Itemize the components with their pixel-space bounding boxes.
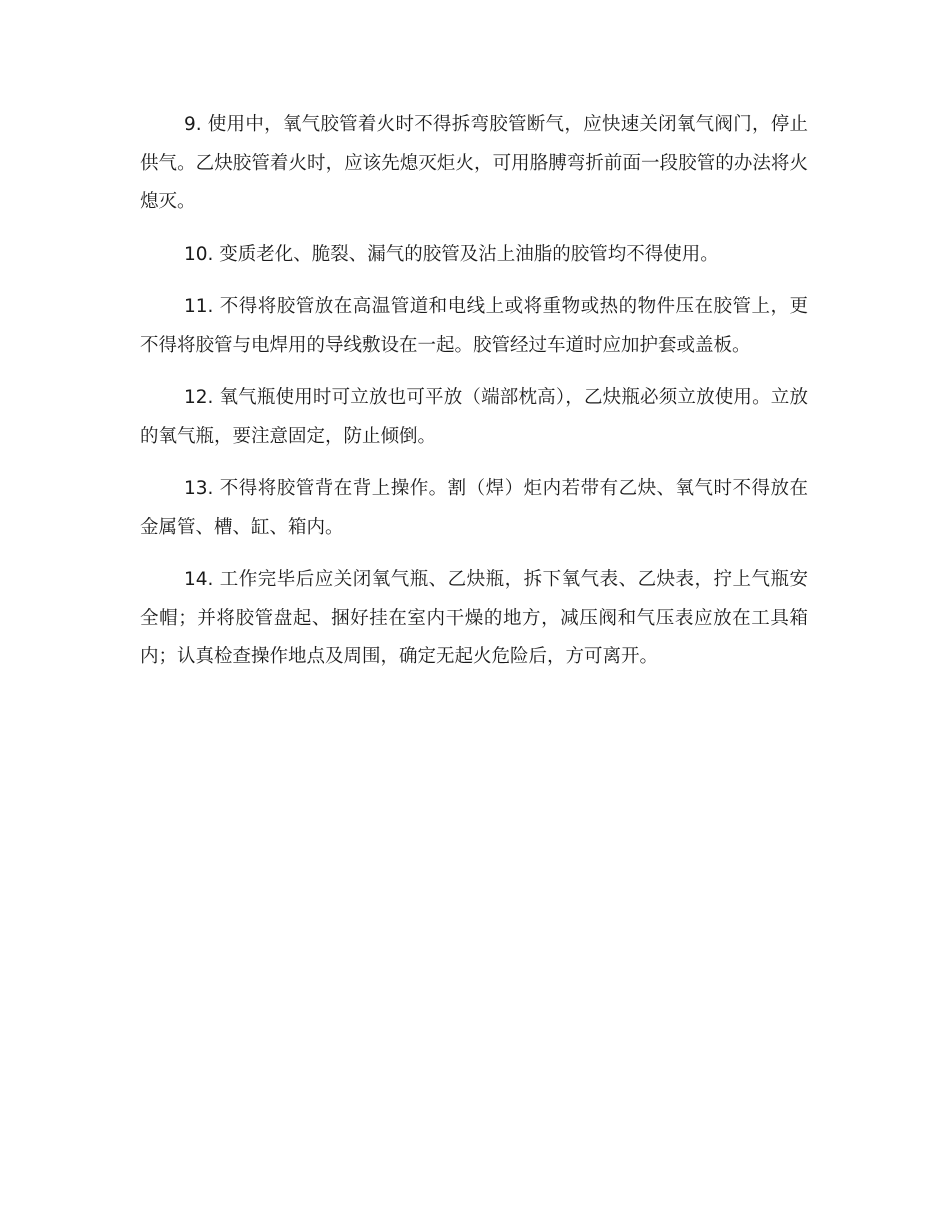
paragraph-item-12: 12. 氧气瓶使用时可立放也可平放（端部枕高），乙炔瓶必须立放使用。立放的氧气瓶，要注意固定，防止倾倒。 bbox=[140, 387, 808, 447]
paragraph-item-10: 10. 变质老化、脆裂、漏气的胶管及沾上油脂的胶管均不得使用。 bbox=[184, 243, 719, 265]
paragraph-item-11: 11. 不得将胶管放在高温管道和电线上或将重物或热的物件压在胶管上，更不得将胶管与电焊用的导线敷设在一起。胶管经过车道时应加护套或盖板。 bbox=[140, 296, 808, 356]
paragraph-item-9: 9. 使用中，氧气胶管着火时不得拆弯胶管断气，应快速关闭氧气阀门，停止供气。乙炔胶管着火时，应该先熄灭炬火，可用胳膊弯折前面一段胶管的办法将火熄灭。 bbox=[140, 114, 808, 212]
paragraph-item-13: 13. 不得将胶管背在背上操作。割（焊）炬内若带有乙炔、氧气时不得放在金属管、槽、缸、箱内。 bbox=[140, 478, 808, 538]
paragraph-item-14: 14. 工作完毕后应关闭氧气瓶、乙炔瓶，拆下氧气表、乙炔表，拧上气瓶安全帽；并将胶管盘起、捆好挂在室内干燥的地方，减压阀和气压表应放在工具箱内；认真检查操作地点及周围，确定无起火危险后，方可离开。 bbox=[140, 569, 808, 667]
document-page bbox=[140, 106, 808, 677]
